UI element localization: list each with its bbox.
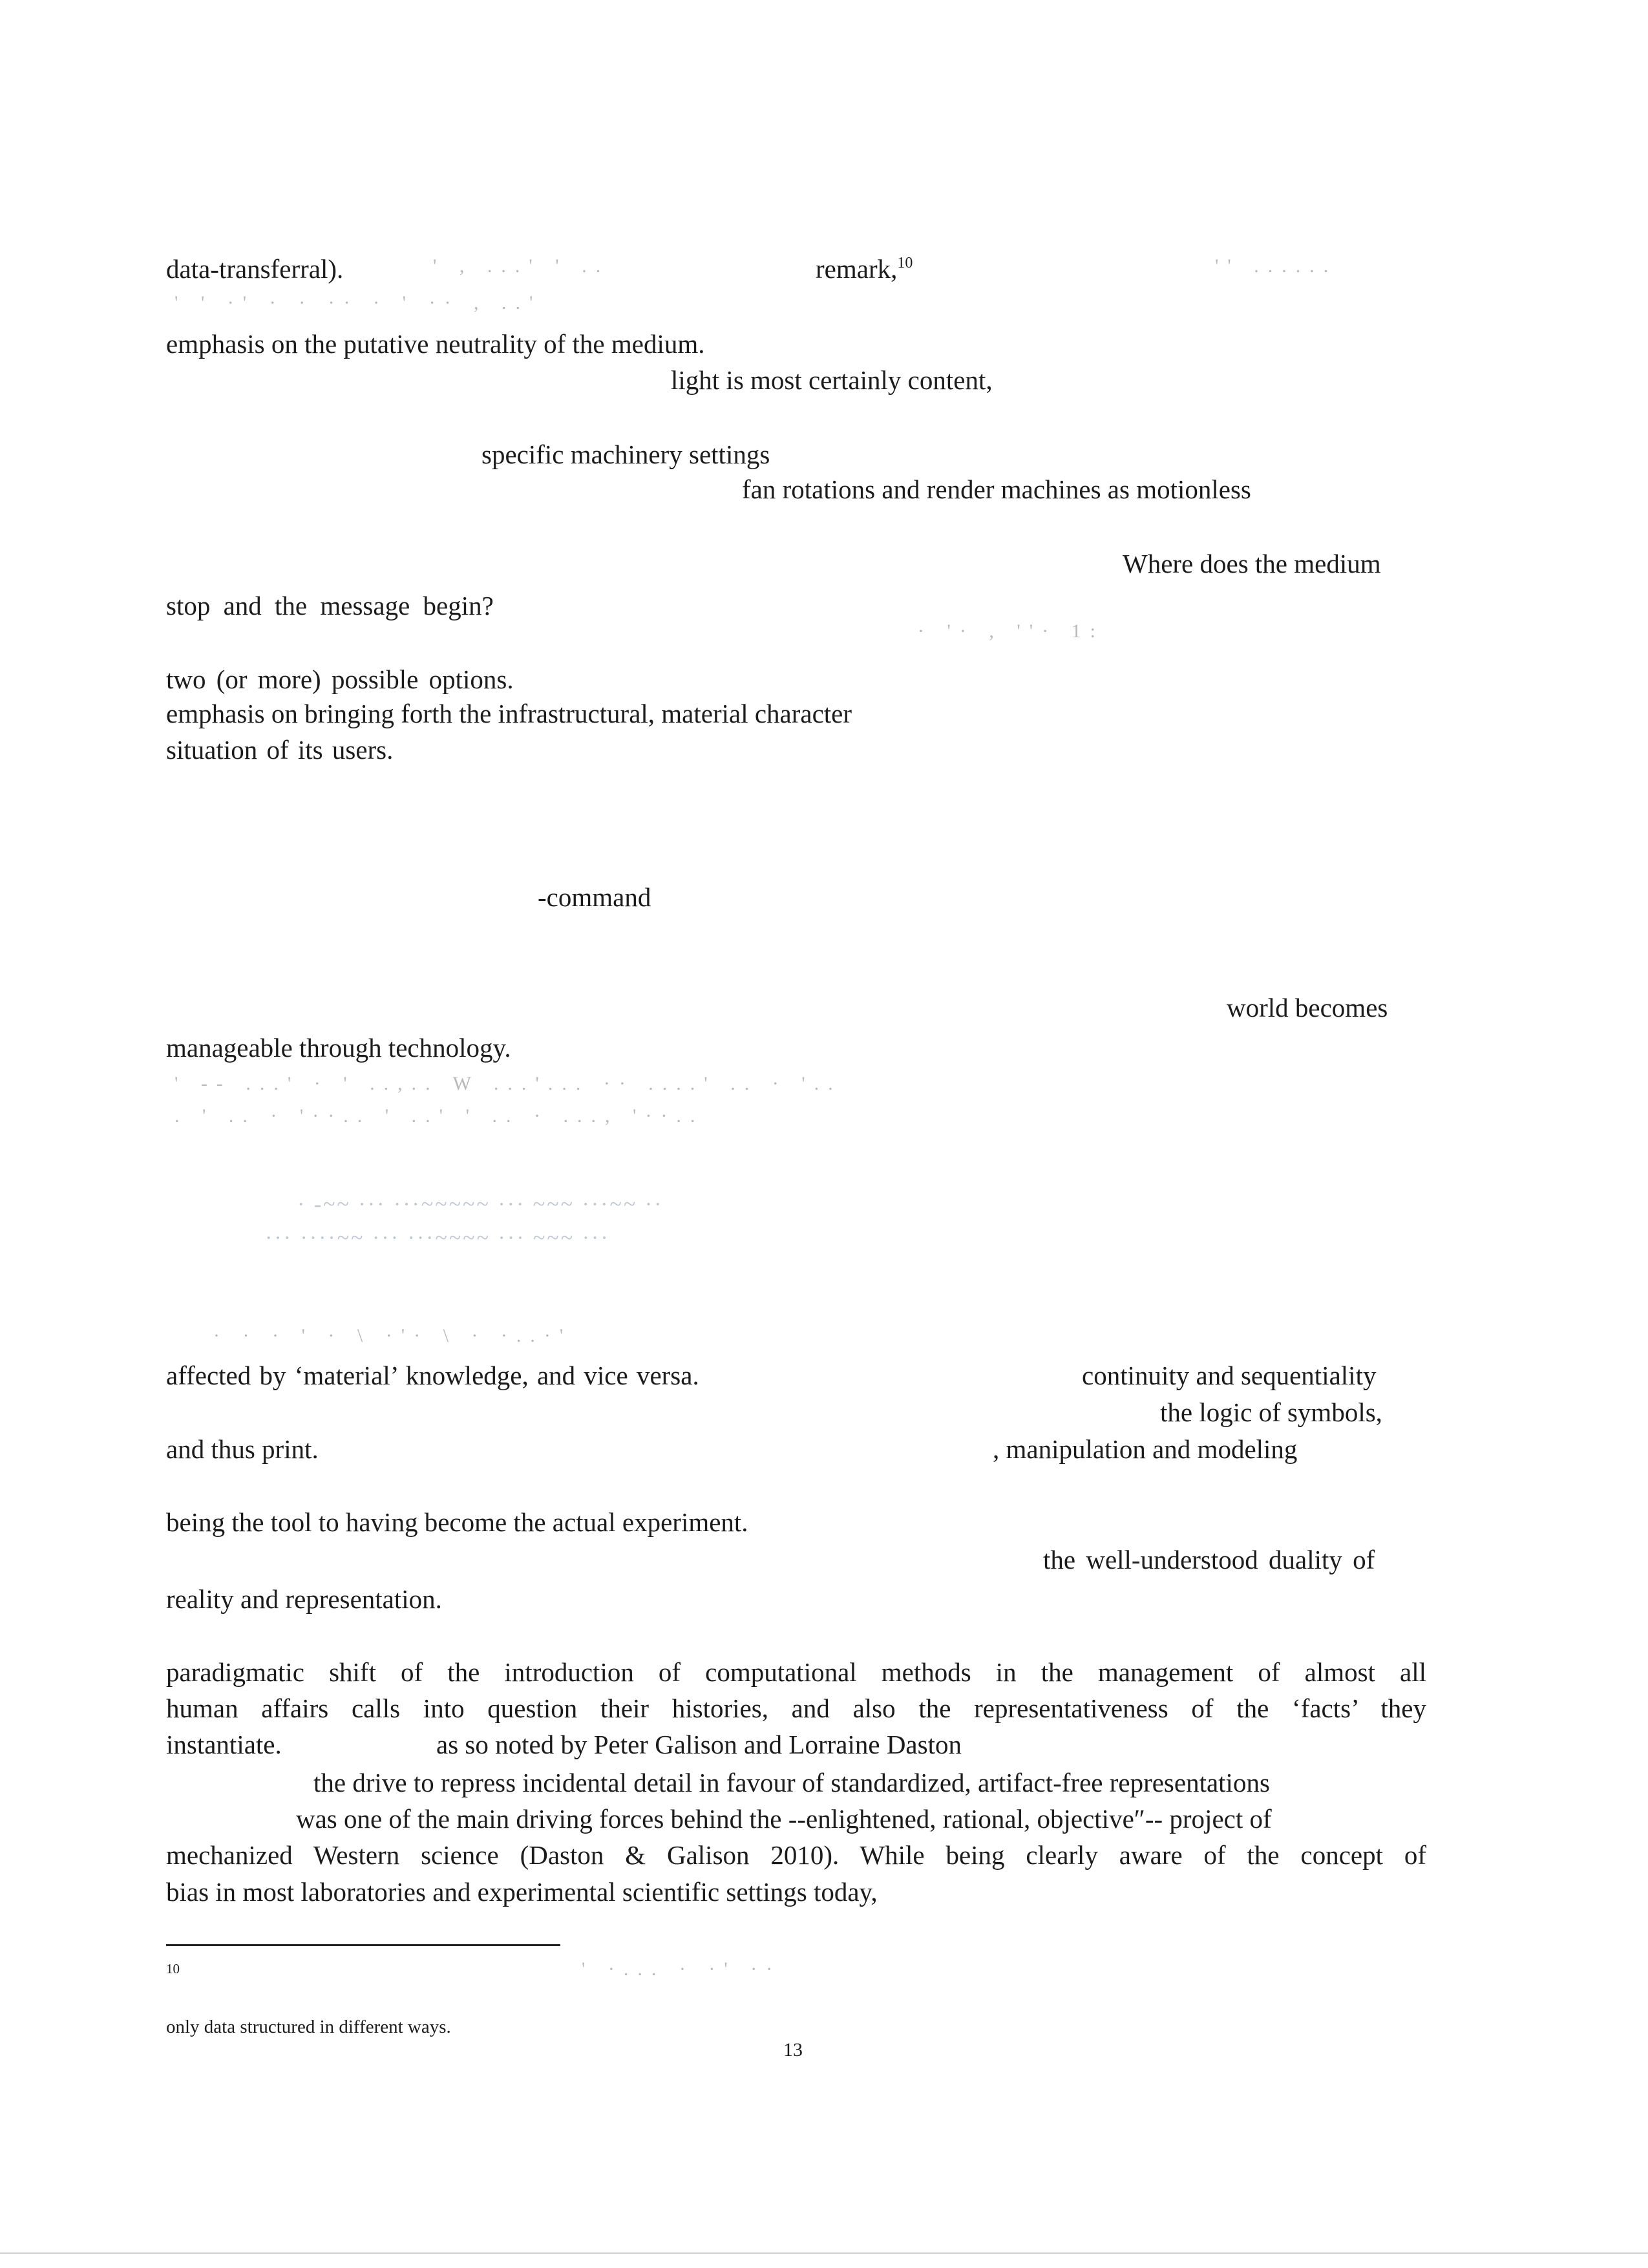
line-instantiate: instantiate. — [166, 1730, 282, 1759]
line-fan-rotations: fan rotations and render machines as motionless — [742, 474, 1251, 504]
line-logic-symbols: the logic of symbols, — [1160, 1397, 1382, 1427]
line-situation-users: situation of its users. — [166, 735, 394, 765]
page-number: 13 — [783, 2039, 803, 2061]
line-galison-daston: as so noted by Peter Galison and Lorraine Daston — [436, 1730, 962, 1759]
line-mechanized: mechanized Western science (Daston & Galison 2010). While being clearly aware of the concept of — [166, 1840, 1426, 1870]
faded-fragment: ··· ····~~ ··· ···~~~~ ··· ~~~ ··· — [265, 1226, 610, 1250]
faded-fragment: · -~~ ··· ···~~~~~ ··· ~~~ ···~~ ·· — [297, 1192, 664, 1216]
faded-fragment: . ' .. · '··.. ' ..' ' .. · ..., '··.. — [174, 1105, 704, 1127]
line-where-medium: Where does the medium — [1123, 549, 1381, 578]
line-bias: bias in most laboratories and experimental scientific settings today, — [166, 1877, 878, 1907]
line-drive-repress: the drive to repress incidental detail in favour of standardized, artifact-free representations — [313, 1768, 1270, 1797]
line-light-content: light is most certainly content, — [671, 365, 993, 395]
faded-fragment: ' , ...' ' .. — [433, 255, 610, 277]
line-manipulation: , manipulation and modeling — [993, 1434, 1298, 1464]
footnote-text: only data structured in different ways. — [166, 2017, 451, 2037]
line-emphasis-neutrality: emphasis on the putative neutrality of the medium. — [166, 329, 705, 359]
line-command: -command — [538, 882, 651, 912]
faded-fragment: '' ...... — [1215, 255, 1338, 277]
line-driving-forces: was one of the main driving forces behind the --enlightened, rational, objective″-- project of — [296, 1804, 1272, 1834]
line-continuity: continuity and sequentiality — [1082, 1361, 1377, 1390]
line-world-becomes: world becomes — [1227, 993, 1388, 1023]
line-emphasis-infrastructural: emphasis on bringing forth the infrastructural, material character — [166, 699, 852, 728]
line-duality: the well-understood duality of — [1043, 1545, 1375, 1574]
line-being-tool: being the tool to having become the actual experiment. — [166, 1507, 748, 1537]
footnote-ref[interactable]: 10 — [897, 255, 913, 271]
footnote-separator — [166, 1944, 560, 1946]
line-machinery-settings: specific machinery settings — [481, 440, 770, 469]
line-manageable: manageable through technology. — [166, 1033, 511, 1063]
remark-text: remark, — [816, 254, 898, 284]
line-reality: reality and representation. — [166, 1584, 442, 1614]
line-two-options: two (or more) possible options. — [166, 664, 514, 694]
scan-edge — [0, 2252, 1648, 2254]
line-data-transferral: data-transferral). — [166, 254, 344, 284]
line-human-affairs: human affairs calls into question their histories, and also the representativeness of the ‘facts’ they — [166, 1693, 1426, 1723]
faded-fragment: ' ·... · ·' ·· — [582, 1958, 782, 1980]
footnote-number: 10 — [166, 1961, 180, 1977]
line-paradigmatic: paradigmatic shift of the introduction of computational methods in the management of almost all — [166, 1657, 1426, 1687]
faded-fragment: ' ' ·' · · ·· · ' ·· , ..' — [174, 292, 542, 313]
faded-fragment: ' -- ...' · ' ..,.. W ...'... ·· ....' .. · '.. — [174, 1073, 842, 1094]
faded-fragment: · · · ' · \ ·'· \ · ·..·' — [213, 1325, 573, 1346]
line-stop-message: stop and the message begin? — [166, 591, 494, 620]
line-affected-by: affected by ‘material’ knowledge, and vice versa. — [166, 1361, 699, 1390]
line-thus-print: and thus print. — [166, 1434, 319, 1464]
line-remark — [816, 253, 913, 284]
faded-fragment: · '· , ''· 1: — [918, 620, 1105, 642]
